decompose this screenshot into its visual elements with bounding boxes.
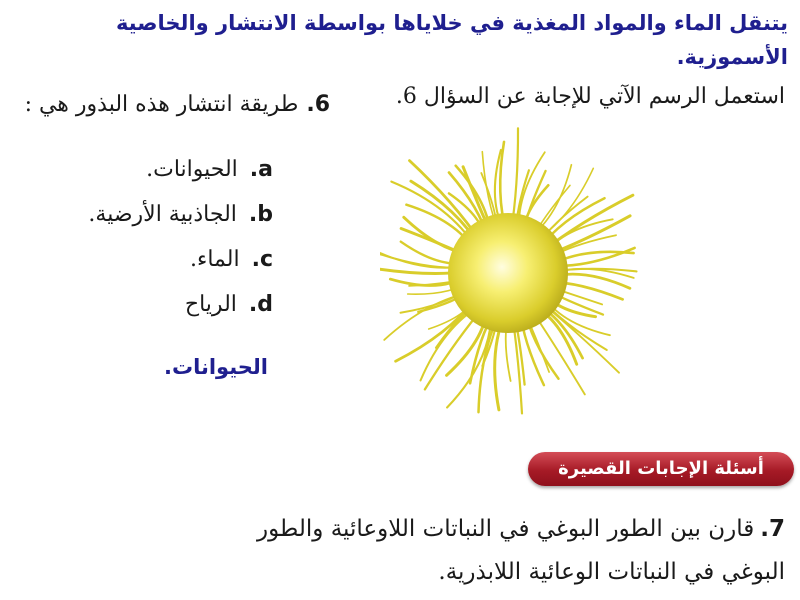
question-6: [10, 92, 330, 117]
option-d-letter: d.: [248, 292, 273, 317]
option-a-letter: a.: [249, 157, 273, 182]
question-6-text: طريقة انتشار هذه البذور هي :: [24, 92, 299, 117]
option-a-text: الحيوانات.: [146, 157, 238, 182]
seed-core: [448, 213, 568, 333]
option-b-letter: b.: [248, 202, 273, 227]
question-6-answer: الحيوانات.: [163, 355, 268, 379]
question-6-options: [33, 150, 273, 330]
question-7: [225, 508, 785, 594]
question-6-number: 6.: [306, 92, 330, 117]
seed-burr-icon: [380, 125, 670, 425]
option-b-text: الجاذبية الأرضية.: [88, 202, 237, 227]
option-d: [33, 285, 273, 330]
figure-instruction: استعمل الرسم الآتي للإجابة عن السؤال 6.: [395, 84, 785, 109]
option-c-text: الماء.: [190, 247, 240, 272]
option-d-text: الرياح: [184, 292, 237, 317]
question-7-number: 7.: [760, 516, 785, 542]
section-banner-short-answer: أسئلة الإجابات القصيرة: [528, 452, 794, 486]
option-c: [33, 240, 273, 285]
option-a: [33, 150, 273, 195]
option-c-letter: c.: [251, 247, 273, 272]
question-7-text: قارن بين الطور البوغي في النباتات اللاوعائية والطور البوغي في النباتات الوعائية اللابذرية.: [257, 516, 785, 585]
previous-answer-text: يتنقل الماء والمواد المغذية في خلاياها بواسطة الانتشار والخاصية الأسموزية.: [115, 11, 788, 69]
option-b: [33, 195, 273, 240]
